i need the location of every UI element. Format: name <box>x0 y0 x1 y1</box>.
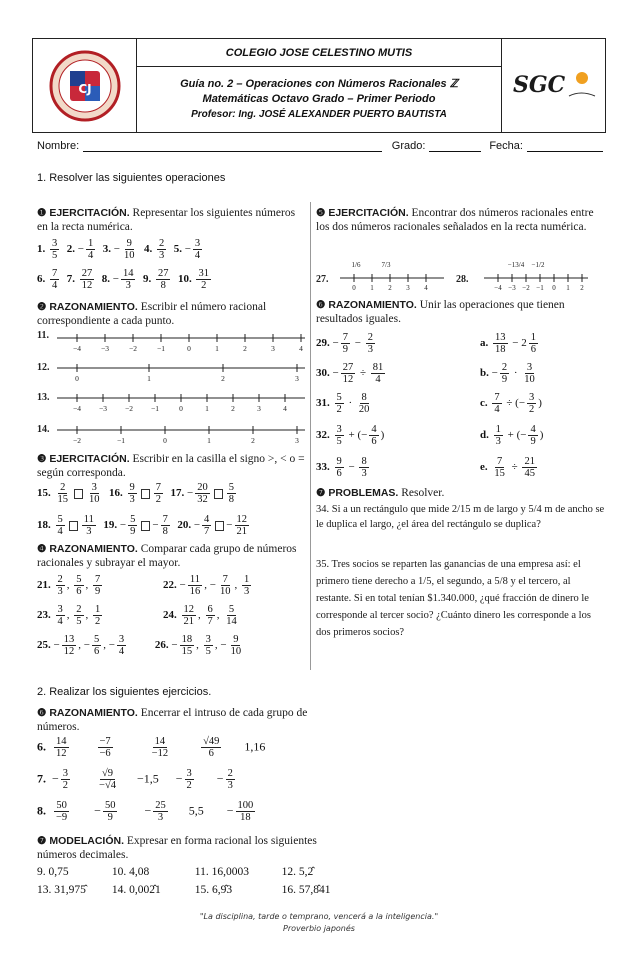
svg-text:−1: −1 <box>151 404 159 413</box>
svg-text:2: 2 <box>243 344 247 353</box>
svg-text:−3: −3 <box>508 284 516 292</box>
svg-text:−1/2: −1/2 <box>531 261 545 269</box>
sign-box[interactable] <box>141 489 150 499</box>
heading-razonamiento-4: ❹ RAZONAMIENTO. <box>37 543 138 555</box>
intruder-row-6: 6. $\frac{14}{12}$ $\frac{-7}{-6}$ $\frac{14}{-12}$ $\frac{√49}{6}$ 1,16 <box>37 736 266 759</box>
heading-text-part2-1: Encerrar el intruso de cada grupo de números. <box>37 707 308 733</box>
svg-text:1: 1 <box>207 436 211 445</box>
heading-ejercitacion-1: ❶ EJERCITACIÓN. <box>37 207 130 219</box>
group-row-2: 23. $\frac{3}{4}$ , $\frac{2}{5}$ , $\frac{1}{2}$ 24. $\frac{12}{21}$ , $\frac{6}{7}$ , $\frac{5}{14}$ <box>37 604 237 627</box>
decimal-item: 13. 31,975̂ <box>37 884 86 896</box>
decimal-item: 15. 6,9̂3 <box>194 884 233 896</box>
svg-text:11.: 11. <box>37 330 49 341</box>
svg-text:−1: −1 <box>117 436 125 445</box>
svg-text:−13/4: −13/4 <box>507 261 525 269</box>
svg-text:2: 2 <box>231 404 235 413</box>
match-row-31: 31. $\frac{5}{2}$ · $\frac{8}{20}$ <box>316 392 370 415</box>
svg-text:3: 3 <box>271 344 275 353</box>
svg-text:−2: −2 <box>129 344 137 353</box>
decimal-row-2 <box>37 884 331 896</box>
svg-text:−1: −1 <box>536 284 544 292</box>
svg-text:12.: 12. <box>37 362 50 373</box>
date-field[interactable] <box>527 141 603 152</box>
decimal-item: 11. 16,0003 <box>194 866 249 878</box>
school-crest-icon <box>48 49 122 123</box>
svg-text:0: 0 <box>75 374 79 383</box>
svg-text:1: 1 <box>370 284 374 292</box>
svg-text:−4: −4 <box>73 404 81 413</box>
svg-text:SGC: SGC <box>512 71 565 98</box>
svg-text:1/6: 1/6 <box>351 261 361 269</box>
heading-modelacion-part2: ❼ MODELACIÓN. <box>37 835 124 847</box>
problem-34: 34. Si a un rectángulo que mide 2/15 m de largo y 5/4 m de ancho se le duplica el largo, ¿el área del rectángulo se duplica? <box>316 504 605 530</box>
intruder-row-7: 7. − $\frac{3}{2}$ $\frac{√9}{-√4}$ −1,5 − $\frac{3}{2}$ − $\frac{2}{3}$ <box>37 768 233 791</box>
svg-text:0: 0 <box>179 404 183 413</box>
svg-text:−4: −4 <box>73 344 81 353</box>
svg-text:0: 0 <box>187 344 191 353</box>
compare-row-1: 15. $\frac{2}{15}$ $\frac{3}{10}$ 16. $\frac{9}{3}$ $\frac{7}{2}$ 17. − $\frac{20}{32}$ $\frac{5}{8}$ <box>37 482 234 505</box>
heading-text-6: Unir las operaciones que tienen resultados iguales. <box>316 299 565 325</box>
grade-label: Grado: <box>391 140 426 152</box>
heading-text-1: Representar los siguientes números en la recta numérica. <box>37 207 296 233</box>
left-heading-2 <box>37 300 307 328</box>
heading-razonamiento-part2: ❻ RAZONAMIENTO. <box>37 707 138 719</box>
student-info-row <box>37 140 603 152</box>
svg-text:−3: −3 <box>101 344 109 353</box>
column-divider <box>310 202 311 670</box>
decimal-item: 10. 4,08 <box>111 866 150 878</box>
svg-text:0: 0 <box>552 284 556 292</box>
svg-text:2: 2 <box>388 284 392 292</box>
compare-row-2: 18. $\frac{5}{4}$ $\frac{11}{3}$ 19. − $\frac{5}{9}$ − $\frac{7}{8}$ 20. − $\frac{4}{7}$ − $\frac{12}{21}$ <box>37 514 247 537</box>
name-field[interactable] <box>83 141 382 152</box>
match-row-c: c. $\frac{7}{4}$ ÷ (− $\frac{3}{2}$ ) <box>480 392 542 415</box>
svg-text:3: 3 <box>295 374 299 383</box>
heading-razonamiento-2: ❷ RAZONAMIENTO. <box>37 301 138 313</box>
left-heading-4 <box>37 542 307 570</box>
section-1-title: 1. Resolver las siguientes operaciones <box>37 172 226 184</box>
sign-box[interactable] <box>141 521 150 531</box>
section-2-title: 2. Realizar los siguientes ejercicios. <box>37 686 212 698</box>
sign-box[interactable] <box>215 521 224 531</box>
svg-text:1: 1 <box>566 284 570 292</box>
decimal-item: 9. 0,75 <box>37 866 69 878</box>
svg-text:3: 3 <box>257 404 261 413</box>
svg-text:−2: −2 <box>125 404 133 413</box>
match-row-a: a. $\frac{13}{18}$ − 2 $\frac{1}{6}$ <box>480 332 536 355</box>
heading-text-3: Escribir en la casilla el signo >, < o = según corresponda. <box>37 453 305 479</box>
heading-text-part2-2: Expresar en forma racional los siguientes números decimales. <box>37 835 317 861</box>
school-name: COLEGIO JOSE CELESTINO MUTIS <box>137 39 501 67</box>
svg-text:4: 4 <box>283 404 287 413</box>
header-table <box>32 38 606 133</box>
name-label: Nombre: <box>37 140 80 152</box>
number-lines-right <box>316 260 606 292</box>
date-label: Fecha: <box>489 140 523 152</box>
school-logo-cell <box>33 39 137 132</box>
fraction-row-1: 1. $\frac{3}{5}$ 2. − $\frac{1}{4}$ 3. − $\frac{9}{10}$ 4. $\frac{2}{3}$ 5. − $\frac{3}{4}$ <box>37 238 201 261</box>
heading-problemas-7: ❼ PROBLEMAS. <box>316 487 399 499</box>
part2-heading-2 <box>37 834 327 862</box>
svg-text:2: 2 <box>580 284 584 292</box>
sign-box[interactable] <box>214 489 223 499</box>
svg-text:−4: −4 <box>494 284 502 292</box>
svg-text:−3: −3 <box>99 404 107 413</box>
svg-text:1: 1 <box>215 344 219 353</box>
svg-text:1: 1 <box>147 374 151 383</box>
problem-35: 35. Tres socios se reparten las ganancias de una empresa así: el primero tiene derecho a 1/5, el segundo, a 5/8 y el tercero, al restante. Si en total tenían $1.340.000, ¿qué fracción de dinero le corresponde al tercer socio? ¿Cuánto dinero les corresponde a los dos primeros socios? <box>316 559 591 638</box>
decimal-item: 14. 0,002̂1 <box>111 884 161 896</box>
sgc-logo-cell <box>501 39 605 132</box>
heading-ejercitacion-3: ❸ EJERCITACIÓN. <box>37 453 130 465</box>
subject-line: Matemáticas Octavo Grado – Primer Periodo <box>202 93 436 105</box>
sign-box[interactable] <box>74 489 83 499</box>
heading-text-5: Encontrar dos números racionales entre los dos números racionales señalados en la recta numérica. <box>316 207 594 233</box>
svg-text:14.: 14. <box>37 424 50 435</box>
right-heading-3 <box>316 486 606 500</box>
guide-title: Guía no. 2 – Operaciones con Números Racionales ℤ <box>180 78 458 90</box>
left-heading-3 <box>37 452 307 480</box>
group-row-3: 25. − $\frac{13}{12}$ , − $\frac{5}{6}$ , − $\frac{3}{4}$ 26. − $\frac{18}{15}$ , $\frac{3}{5}$ , − $\frac{9}{10}$ <box>37 634 242 657</box>
svg-text:3: 3 <box>406 284 410 292</box>
sgc-logo-icon <box>509 66 599 106</box>
svg-text:−2: −2 <box>522 284 530 292</box>
svg-text:−1: −1 <box>157 344 165 353</box>
teacher-line: Profesor: Ing. JOSÉ ALEXANDER PUERTO BAUTISTA <box>191 109 447 120</box>
right-heading-2 <box>316 298 606 326</box>
heading-text-2: Escribir el número racional correspondiente a cada punto. <box>37 301 267 327</box>
heading-text-4: Comparar cada grupo de números racionales y subrayar el mayor. <box>37 543 297 569</box>
match-row-33: 33. $\frac{9}{6}$ − $\frac{8}{3}$ <box>316 456 367 479</box>
heading-text-7: Resolver. <box>398 487 445 499</box>
svg-text:−2: −2 <box>73 436 81 445</box>
svg-text:28.: 28. <box>456 274 469 285</box>
intruder-row-8: 8. $\frac{50}{-9}$ − $\frac{50}{9}$ − $\frac{25}{3}$ 5,5 − $\frac{100}{18}$ <box>37 800 254 823</box>
footer-source: Proverbio japonés <box>283 924 355 933</box>
svg-text:27.: 27. <box>316 274 329 285</box>
left-heading-1 <box>37 206 307 234</box>
part2-heading-1 <box>37 706 327 734</box>
match-row-d: d. $\frac{1}{3}$ + (− $\frac{4}{9}$ ) <box>480 424 544 447</box>
fraction-row-2: 6. $\frac{7}{4}$ 7. $\frac{27}{12}$ 8. − $\frac{14}{3}$ 9. $\frac{27}{8}$ 10. $\frac{31}{2}$ <box>37 268 209 291</box>
heading-ejercitacion-5: ❺ EJERCITACIÓN. <box>316 207 409 219</box>
svg-text:1: 1 <box>205 404 209 413</box>
svg-text:0: 0 <box>352 284 356 292</box>
svg-text:2: 2 <box>221 374 225 383</box>
match-row-29: 29. − $\frac{7}{9}$ − $\frac{2}{3}$ <box>316 332 373 355</box>
decimal-item: 12. 5,2̂ <box>281 866 314 878</box>
svg-text:2: 2 <box>251 436 255 445</box>
number-lines-left <box>37 328 309 448</box>
decimal-item: 16. 57,8̂41 <box>281 884 331 896</box>
svg-text:4: 4 <box>299 344 303 353</box>
decimal-row-1 <box>37 866 313 878</box>
grade-field[interactable] <box>429 141 481 152</box>
match-row-30: 30. − $\frac{27}{12}$ ÷ $\frac{81}{4}$ <box>316 362 384 385</box>
match-row-32: 32. $\frac{3}{5}$ + (− $\frac{4}{6}$ ) <box>316 424 385 447</box>
svg-text:CJ: CJ <box>77 81 92 96</box>
match-row-e: e. $\frac{7}{15}$ ÷ $\frac{21}{45}$ <box>480 456 535 479</box>
svg-text:3: 3 <box>295 436 299 445</box>
svg-text:13.: 13. <box>37 392 50 403</box>
footer-quote: "La disciplina, tarde o temprano, vencerá a la inteligencia." <box>199 912 439 921</box>
svg-text:7/3: 7/3 <box>381 261 391 269</box>
heading-razonamiento-6: ❻ RAZONAMIENTO. <box>316 299 417 311</box>
right-heading-1 <box>316 206 606 234</box>
svg-text:4: 4 <box>424 284 428 292</box>
sign-box[interactable] <box>69 521 78 531</box>
match-row-b: b. − $\frac{2}{9}$ · $\frac{3}{10}$ <box>480 362 535 385</box>
group-row-1: 21. $\frac{2}{3}$ , $\frac{5}{6}$ , $\frac{7}{9}$ 22. − $\frac{11}{16}$ , − $\frac{7}{10}$ , $\frac{1}{3}$ <box>37 574 250 597</box>
svg-text:0: 0 <box>163 436 167 445</box>
